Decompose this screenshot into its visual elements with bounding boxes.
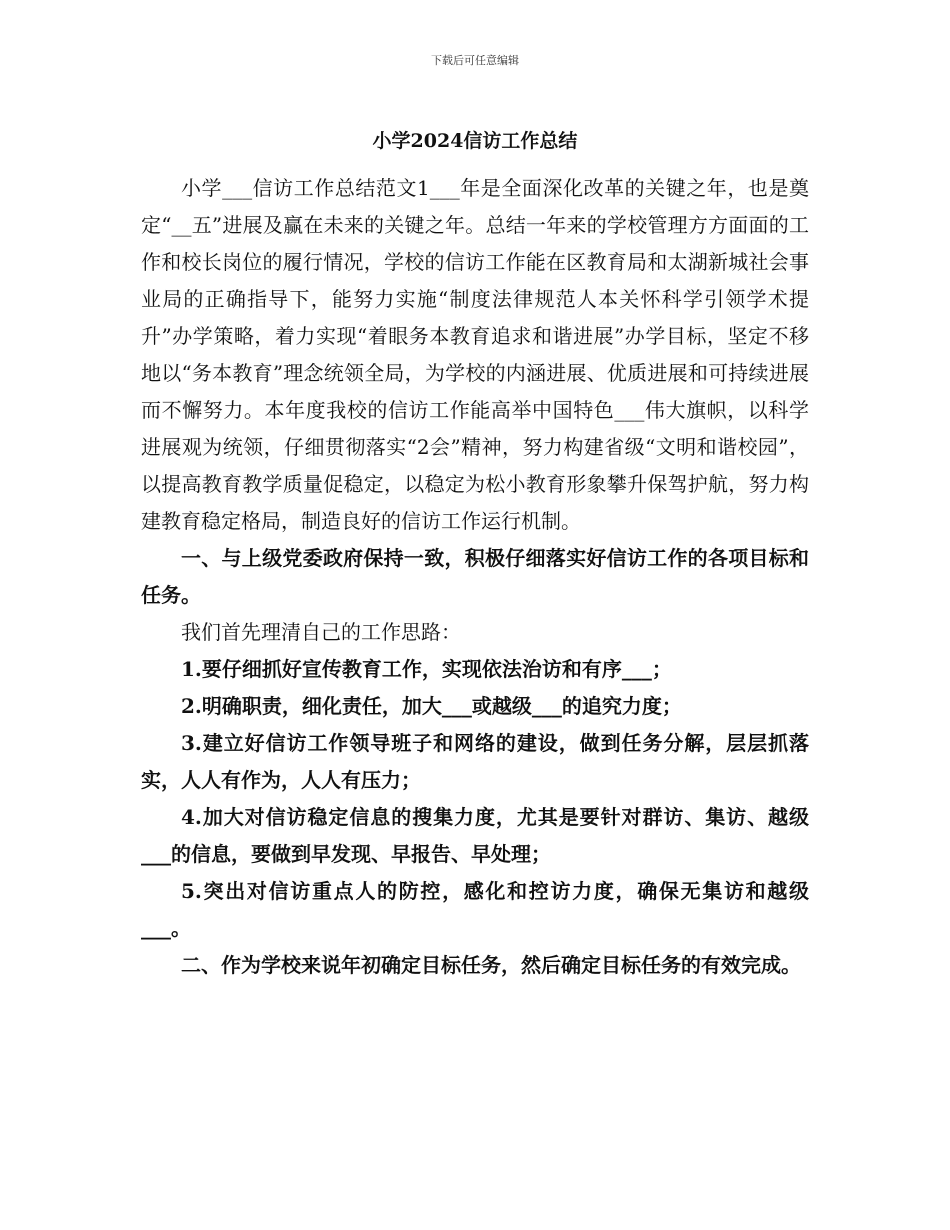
header-note: 下载后可任意编辑 — [431, 54, 519, 67]
list-item-2: 2.明确职责，细化责任，加大___或越级___的追究力度； — [181, 694, 682, 718]
list-item-4: 4.加大对信访稳定信息的搜集力度，尤其是要针对群访、集访、越级___的信息，要做到早发现、早报告、早处理； — [141, 805, 809, 866]
work-approach-intro: 我们首先理清自己的工作思路： — [181, 620, 461, 644]
list-item-1: 1.要仔细抓好宣传教育工作，实现依法治访和有序___； — [181, 657, 672, 681]
list-item-5: 5.突出对信访重点人的防控，感化和控访力度，确保无集访和越级___。 — [141, 879, 809, 940]
document-title: 小学2024信访工作总结 — [372, 130, 578, 152]
section-heading-2: 二、作为学校来说年初确定目标任务，然后确定目标任务的有效完成。 — [181, 953, 801, 977]
section-heading-1: 一、与上级党委政府保持一致，积极仔细落实好信访工作的各项目标和任务。 — [141, 546, 809, 607]
intro-paragraph: 小学___信访工作总结范文1___年是全面深化改革的关键之年，也是奠定“__五”进展及赢在未来的关键之年。总结一年来的学校管理方方面面的工作和校长岗位的履行情况，学校的信访工作能在区教育局和太湖新城社会事业局的正确指导下，能努力实施“制度法律规范人本关怀科学引领学术提升”办学策略，着力实现“着眼务本教育追求和谐进展”办学目标，坚定不移地以“务本教育”理念统领全局，为学校的内涵进展、优质进展和可持续进展而不懈努力。本年度我校的信访工作能高举中国特色___伟大旗帜，以科学进展观为统领，仔细贯彻落实“2会”精神，努力构建省级“文明和谐校园”，以提高教育教学质量促稳定，以稳定为松小教育形象攀升保驾护航，努力构建教育稳定格局，制造良好的信访工作运行机制。 — [141, 176, 809, 533]
list-item-3: 3.建立好信访工作领导班子和网络的建设，做到任务分解，层层抓落实，人人有作为，人人有压力； — [141, 731, 809, 792]
document-body — [141, 170, 809, 984]
